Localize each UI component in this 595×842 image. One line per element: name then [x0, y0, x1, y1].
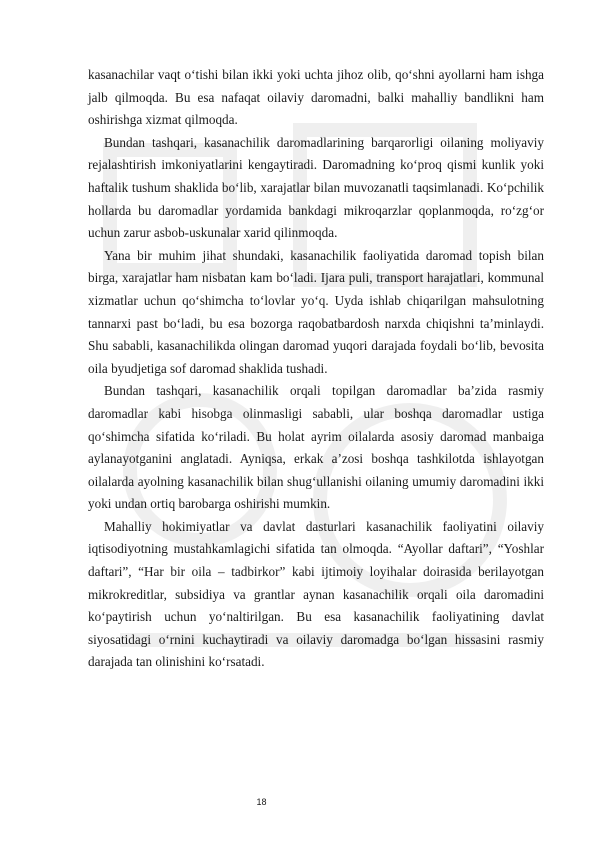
document-body: [88, 64, 544, 674]
paragraph-2: Bundan tashqari, kasanachilik daromadlarining barqarorligi oilaning moliyaviy rejalashtirish imkoniyatlarini kengaytiradi. Daromadning ko‘proq qismi kunlik yoki haftalik tushum shaklida bo‘lib, xarajatlar bilan muvozanatli taqsimlanadi. Ko‘pchilik hollarda bu daromadlar yordamida bankdagi mikroqarzlar qoplanmoqda, ro‘zg‘or uchun zarur asbob-uskunalar xarid qilinmoqda.: [88, 134, 544, 241]
paragraph-5: Mahalliy hokimiyatlar va davlat dasturlari kasanachilik faoliyatini oilaviy iqtisodiyotning mustahkamlagichi sifatida tan olmoqda. “Ayollar daftari”, “Yoshlar daftari”, “Har bir oila – tadbirkor” kabi ijtimoiy loyihalar doirasida berilayotgan mikrokreditlar, subsidiya va grantlar aynan kasanachilik orqali oila daromadini ko‘paytirish uchun yo‘naltirilgan. Bu esa kasanachilik faoliyatining davlat siyosatidagi o‘rnini kuchaytiradi va oilaviy daromadga bo‘lgan hissasini rasmiy darajada tan olinishini ko‘rsatadi.: [88, 518, 544, 670]
paragraph-4: Bundan tashqari, kasanachilik orqali topilgan daromadlar ba’zida rasmiy daromadlar kabi hisobga olinmasligi sababli, ular boshqa daromadlar ustiga qo‘shimcha sifatida ko‘riladi. Bu holat ayrim oilalarda asosiy daromad manbaiga aylanayotganini anglatadi. Ayniqsa, erkak a’zosi boshqa tashkilotda ishlayotgan oilalarda ayolning kasanachilik bilan shug‘ullanishi oilaning umumiy daromadini ikki yoki undan ortiq barobarga oshirishi mumkin.: [88, 383, 544, 512]
page-number: 18: [256, 797, 267, 807]
paragraph-3: Yana bir muhim jihat shundaki, kasanachilik faoliyatida daromad topish bilan birga, xarajatlar ham nisbatan kam bo‘ladi. Ijara puli, transport harajatlari, kommunal xizmatlar uchun qo‘shimcha to‘lovlar yo‘q. Uyda ishlab chiqarilgan mahsulotning tannarxi past bo‘ladi, bu esa bozorga raqobatbardosh narxda chiqishni ta’minlaydi. Shu sababli, kasanachilikda olingan daromad yuqori darajada foydali bo‘lib, bevosita oila byudjetiga sof daromad shaklida tushadi.: [88, 247, 544, 376]
paragraph-1: kasanachilar vaqt o‘tishi bilan ikki yoki uchta jihoz olib, qo‘shni ayollarni ham ishga jalb qilmoqda. Bu esa nafaqat oilaviy daromadni, balki mahalliy bandlikni ham oshirishga xizmat qilmoqda.: [88, 67, 544, 128]
